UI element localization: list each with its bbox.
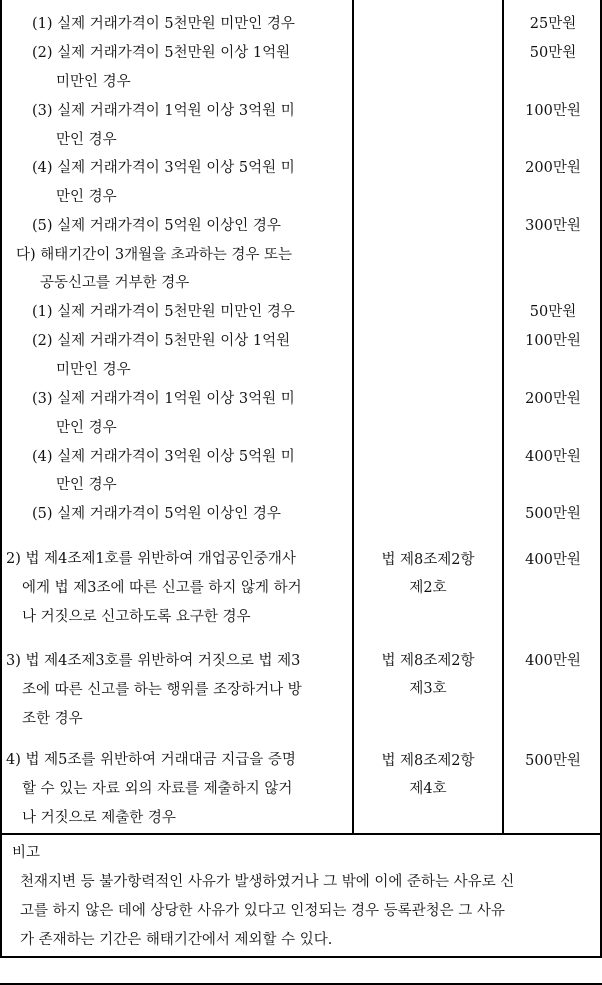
item-2-law-line2: 제2호 bbox=[409, 580, 447, 596]
row-d2-amount: 100만원 bbox=[525, 333, 581, 349]
row-c1-amount: 25만원 bbox=[529, 16, 577, 32]
section-d-line2: 공동신고를 거부한 경우 bbox=[40, 275, 190, 291]
item-2-law-line1: 법 제8조제2항 bbox=[381, 552, 475, 568]
row-d3-line1: (3) 실제 거래가격이 1억원 이상 3억원 미 bbox=[32, 391, 295, 407]
item-3-law-line1: 법 제8조제2항 bbox=[381, 653, 475, 669]
row-c2-line2: 미만인 경우 bbox=[56, 74, 131, 90]
item-3-amount: 400만원 bbox=[525, 653, 581, 669]
row-d3-line2: 만인 경우 bbox=[56, 420, 117, 436]
row-c4-amount: 200만원 bbox=[525, 160, 581, 176]
item-3-line3: 조한 경우 bbox=[22, 711, 83, 727]
row-c4-line1: (4) 실제 거래가격이 3억원 이상 5억원 미 bbox=[32, 160, 295, 176]
item-4-law-line2: 제4호 bbox=[409, 781, 447, 797]
item-2-amount: 400만원 bbox=[525, 552, 581, 568]
column-divider-1 bbox=[352, 0, 354, 834]
item-3-law-line2: 제3호 bbox=[409, 681, 447, 697]
item-3-line1: 3) 법 제4조제3호를 위반하여 거짓으로 법 제3 bbox=[6, 653, 301, 669]
remarks-top-border bbox=[0, 833, 602, 835]
table-bottom-border bbox=[0, 956, 602, 958]
row-d3-amount: 200만원 bbox=[525, 391, 581, 407]
row-c3-line1: (3) 실제 거래가격이 1억원 이상 3억원 미 bbox=[32, 103, 295, 119]
remarks-line3: 가 존재하는 기간은 해태기간에서 제외할 수 있다. bbox=[20, 932, 333, 948]
row-d4-line2: 만인 경우 bbox=[56, 477, 117, 493]
row-c5-line1: (5) 실제 거래가격이 5억원 이상인 경우 bbox=[32, 218, 281, 234]
column-divider-2 bbox=[502, 0, 504, 834]
row-c3-amount: 100만원 bbox=[525, 103, 581, 119]
item-2-line2: 에게 법 제3조에 따른 신고를 하지 않게 하거 bbox=[22, 580, 302, 596]
page-bottom-rule bbox=[0, 983, 602, 985]
row-c1-line1: (1) 실제 거래가격이 5천만원 미만인 경우 bbox=[32, 16, 295, 32]
table-left-border bbox=[0, 0, 2, 957]
item-4-line3: 나 거짓으로 제출한 경우 bbox=[22, 810, 176, 826]
row-d5-line1: (5) 실제 거래가격이 5억원 이상인 경우 bbox=[32, 506, 281, 522]
row-d1-amount: 50만원 bbox=[529, 304, 577, 320]
remarks-line2: 고를 하지 않은 데에 상당한 사유가 있다고 인정되는 경우 등록관청은 그 사유 bbox=[20, 903, 505, 919]
row-c4-line2: 만인 경우 bbox=[56, 189, 117, 205]
row-d4-line1: (4) 실제 거래가격이 3억원 이상 5억원 미 bbox=[32, 449, 295, 465]
table-right-border bbox=[600, 0, 602, 957]
remarks-line1: 천재지변 등 불가항력적인 사유가 발생하였거나 그 밖에 이에 준하는 사유로 신 bbox=[20, 874, 515, 890]
row-c5-amount: 300만원 bbox=[525, 218, 581, 234]
item-4-line1: 4) 법 제5조를 위반하여 거래대금 지급을 증명 bbox=[6, 752, 296, 768]
item-4-line2: 할 수 있는 자료 외의 자료를 제출하지 않거 bbox=[22, 781, 293, 797]
remarks-title: 비고 bbox=[12, 845, 41, 861]
item-4-amount: 500만원 bbox=[525, 753, 581, 769]
item-4-law-line1: 법 제8조제2항 bbox=[381, 753, 475, 769]
row-d5-amount: 500만원 bbox=[525, 506, 581, 522]
item-2-line3: 나 거짓으로 신고하도록 요구한 경우 bbox=[22, 609, 251, 625]
item-2-line1: 2) 법 제4조제1호를 위반하여 개업공인중개사 bbox=[6, 551, 296, 567]
section-d-line1: 다) 해태기간이 3개월을 초과하는 경우 또는 bbox=[16, 247, 293, 263]
row-d2-line1: (2) 실제 거래가격이 5천만원 이상 1억원 bbox=[32, 333, 291, 349]
row-d2-line2: 미만인 경우 bbox=[56, 362, 131, 378]
row-c3-line2: 만인 경우 bbox=[56, 132, 117, 148]
row-d1-line1: (1) 실제 거래가격이 5천만원 미만인 경우 bbox=[32, 304, 295, 320]
row-c2-line1: (2) 실제 거래가격이 5천만원 이상 1억원 bbox=[32, 45, 291, 61]
item-3-line2: 조에 따른 신고를 하는 행위를 조장하거나 방 bbox=[22, 682, 302, 698]
row-d4-amount: 400만원 bbox=[525, 449, 581, 465]
row-c2-amount: 50만원 bbox=[529, 45, 577, 61]
